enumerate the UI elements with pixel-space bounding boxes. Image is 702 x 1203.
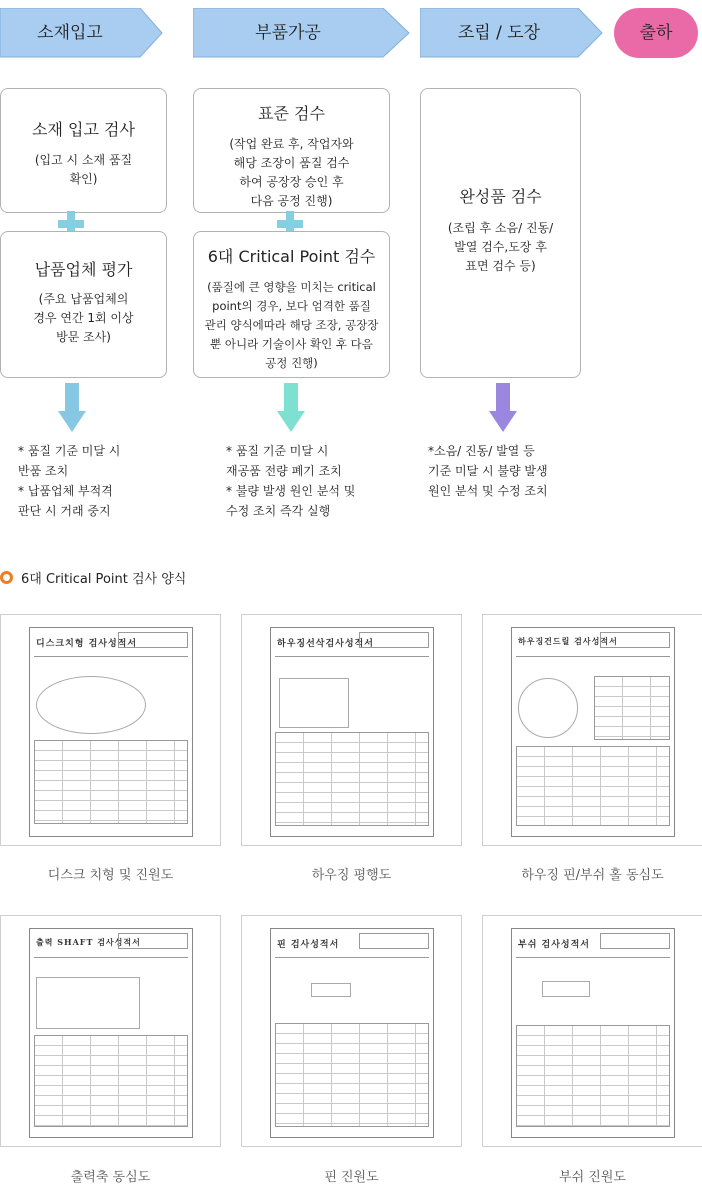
- drawing-area: [36, 977, 140, 1029]
- box-title: 소재 입고 검사: [32, 120, 135, 139]
- step-label: 부품가공: [255, 23, 321, 43]
- form-caption: 부쉬 진원도: [559, 1170, 626, 1185]
- section-title: [0, 566, 186, 588]
- form-heading: 출력 SHAFT 검사성적서: [36, 937, 141, 947]
- form-thumbnail-disk-tooth[interactable]: [0, 614, 221, 846]
- step-label: 조립 / 도장: [457, 23, 541, 43]
- form-caption: 하우징 핀/부쉬 홀 동심도: [521, 868, 664, 883]
- process-step-parts-machining: [193, 8, 410, 58]
- inspection-box-supplier: [0, 231, 167, 378]
- box-description: (품질에 큰 영향을 미치는 critical point의 경우, 보다 엄격한 품질 관리 양식에따라 해당 조장, 공장장 뿐 아니라 기술이사 확인 후 다음 공정 진행): [204, 280, 379, 370]
- box-description: (작업 완료 후, 작업자와 해당 조장이 품질 검수 하여 공장장 승인 후 다음 공정 진행): [229, 137, 354, 208]
- form-caption: 핀 진원도: [324, 1170, 379, 1185]
- box-title: 완성품 검수: [459, 187, 542, 206]
- box-title: 표준 검수: [258, 104, 325, 123]
- inspection-box-standard: [193, 88, 390, 213]
- process-step-assembly-painting: [420, 8, 603, 58]
- form-caption: 출력축 동심도: [70, 1170, 151, 1185]
- section-title-text: 6대 Critical Point 검사 양식: [21, 571, 187, 587]
- notes-machining: * 품질 기준 미달 시 재공품 전량 폐기 조치 * 불량 발생 원인 분석 및 수정 조치 즉각 실행: [226, 444, 356, 518]
- drawing-area: [311, 983, 351, 997]
- form-thumbnail-pin[interactable]: [241, 915, 462, 1147]
- drawing-area: [518, 678, 578, 738]
- approval-box: [600, 632, 670, 648]
- down-arrow-icon: [58, 383, 86, 433]
- box-description: (조립 후 소음/ 진동/ 발열 검수,도장 후 표면 검수 등): [447, 221, 554, 273]
- form-sheet: [511, 928, 675, 1138]
- measurement-grid: [516, 1025, 670, 1127]
- measurement-grid: [275, 732, 429, 826]
- approval-box: [359, 632, 429, 648]
- inspection-box-finished-product: [420, 88, 581, 378]
- down-arrow-icon: [489, 383, 517, 433]
- approval-box: [600, 933, 670, 949]
- measurement-grid: [516, 746, 670, 826]
- process-step-material-receiving: [0, 8, 163, 58]
- approval-box: [118, 933, 188, 949]
- form-thumbnail-housing-parallel[interactable]: [241, 614, 462, 846]
- form-heading: 핀 검사성적서: [277, 940, 340, 950]
- form-sheet: [270, 928, 434, 1138]
- box-description: (입고 시 소재 품질 확인): [34, 153, 133, 186]
- form-heading: 디스크치형 검사성적서: [36, 639, 138, 649]
- drawing-area: [542, 981, 590, 997]
- bullet-ring-icon: [0, 571, 13, 584]
- form-caption: 하우징 평행도: [311, 868, 392, 883]
- measurement-grid: [275, 1023, 429, 1127]
- box-title: 납품업체 평가: [34, 260, 133, 279]
- measurement-grid: [34, 1035, 188, 1127]
- process-step-shipping: 출하: [614, 8, 698, 58]
- drawing-area: [36, 676, 146, 734]
- approval-box: [359, 933, 429, 949]
- form-thumbnail-housing-gun-drill[interactable]: [482, 614, 702, 846]
- form-sheet: [270, 627, 434, 837]
- measurement-grid: [594, 676, 670, 740]
- notes-assembly: *소음/ 진동/ 발열 등 기준 미달 시 불량 발생 원인 분석 및 수정 조치: [428, 444, 548, 498]
- form-sheet: [511, 627, 675, 837]
- inspection-box-critical-point: [193, 231, 390, 378]
- measurement-grid: [34, 740, 188, 824]
- step-label: 소재입고: [37, 23, 103, 43]
- form-sheet: [29, 627, 193, 837]
- drawing-area: [279, 678, 349, 728]
- form-caption: 디스크 치형 및 진원도: [47, 868, 174, 883]
- form-thumbnail-bush[interactable]: [482, 915, 702, 1147]
- box-description: (주요 납품업체의 경우 연간 1회 이상 방문 조사): [33, 292, 134, 344]
- notes-material: * 품질 기준 미달 시 반품 조치 * 납품업체 부적격 판단 시 거래 중지: [18, 444, 121, 518]
- inspection-box-material: [0, 88, 167, 213]
- box-title: 6대 Critical Point 검수: [207, 247, 376, 266]
- form-heading: 부쉬 검사성적서: [518, 940, 590, 950]
- form-sheet: [29, 928, 193, 1138]
- form-thumbnail-output-shaft[interactable]: [0, 915, 221, 1147]
- down-arrow-icon: [277, 383, 305, 433]
- form-heading: 하우징선삭검사성적서: [277, 639, 374, 649]
- approval-box: [118, 632, 188, 648]
- form-heading: 하우징건드릴 검사성적서: [518, 636, 618, 646]
